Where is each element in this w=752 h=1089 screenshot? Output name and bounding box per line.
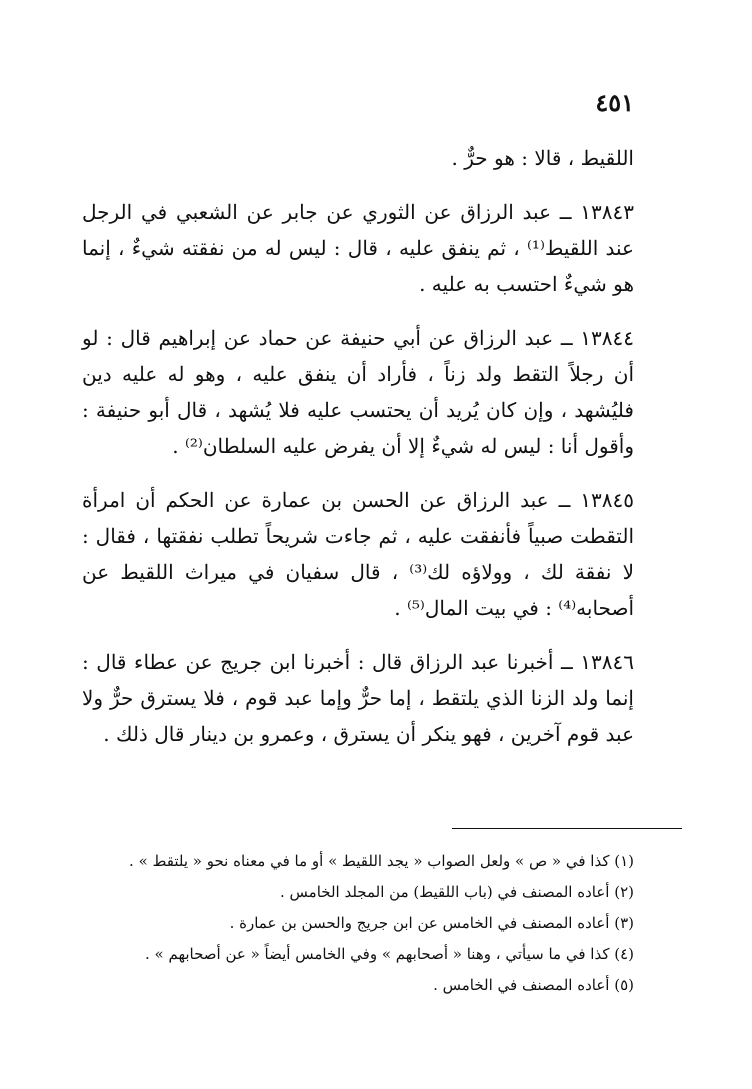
- main-text-body: [82, 140, 634, 770]
- footnote-2: (٢) أعاده المصنف في (باب اللقيط) من المجلد الخامس .: [280, 883, 634, 901]
- paragraph-13845: ١٣٨٤٥ ــ عبد الرزاق عن الحسن بن عمارة عن الحكم أن امرأة التقطت صبياً فأنفقت عليه ، ثم جاءت شريحاً تطلب نفقتها ، فقال : لا نفقة لك ، وولاؤه لك⁽³⁾ ، قال سفيان في ميراث اللقيط عن أصحابه⁽⁴⁾ : في بيت المال⁽⁵⁾ .: [82, 488, 634, 620]
- footnotes-section: [74, 846, 634, 1001]
- footnote-4: (٤) كذا في ما سيأتي ، وهنا « أصحابهم » وفي الخامس أيضاً « عن أصحابهم » .: [144, 945, 634, 963]
- paragraph-13844: ١٣٨٤٤ ــ عبد الرزاق عن أبي حنيفة عن حماد عن إبراهيم قال : لو أن رجلاً التقط ولد زناً ، فأراد أن ينفق عليه ، وهو له عليه دين فليُشهد ، وإن كان يُريد أن يحتسب عليه فلا يُشهد ، قال أبو حنيفة : وأقول أنا : ليس له شيءٌ إلا أن يفرض عليه السلطان⁽²⁾ .: [82, 326, 634, 458]
- paragraph-13846: ١٣٨٤٦ ــ أخبرنا عبد الرزاق قال : أخبرنا ابن جريج عن عطاء قال : إنما ولد الزنا الذي يلتقط ، إما حرٌّ وإما عبد قوم ، فلا يسترق حرٌّ ولا عبد قوم آخرين ، فهو ينكر أن يسترق ، وعمرو بن دينار قال ذلك .: [82, 650, 634, 746]
- paragraph-continuation: اللقيط ، قالا : هو حرٌّ .: [451, 146, 634, 170]
- footnote-divider: [452, 828, 682, 829]
- footnote-1: (١) كذا في « ص » ولعل الصواب « يجد اللقيط » أو ما في معناه نحو « يلتقط » .: [129, 852, 634, 870]
- footnote-5: (٥) أعاده المصنف في الخامس .: [433, 976, 634, 994]
- page-number: ٤٥١: [595, 88, 634, 117]
- footnote-3: (٣) أعاده المصنف في الخامس عن ابن جريج والحسن بن عمارة .: [229, 914, 634, 932]
- paragraph-13843: ١٣٨٤٣ ــ عبد الرزاق عن الثوري عن جابر عن الشعبي في الرجل عند اللقيط⁽¹⁾ ، ثم ينفق عليه ، قال : ليس له من نفقته شيءٌ ، إنما هو شيءٌ احتسب به عليه .: [82, 200, 634, 296]
